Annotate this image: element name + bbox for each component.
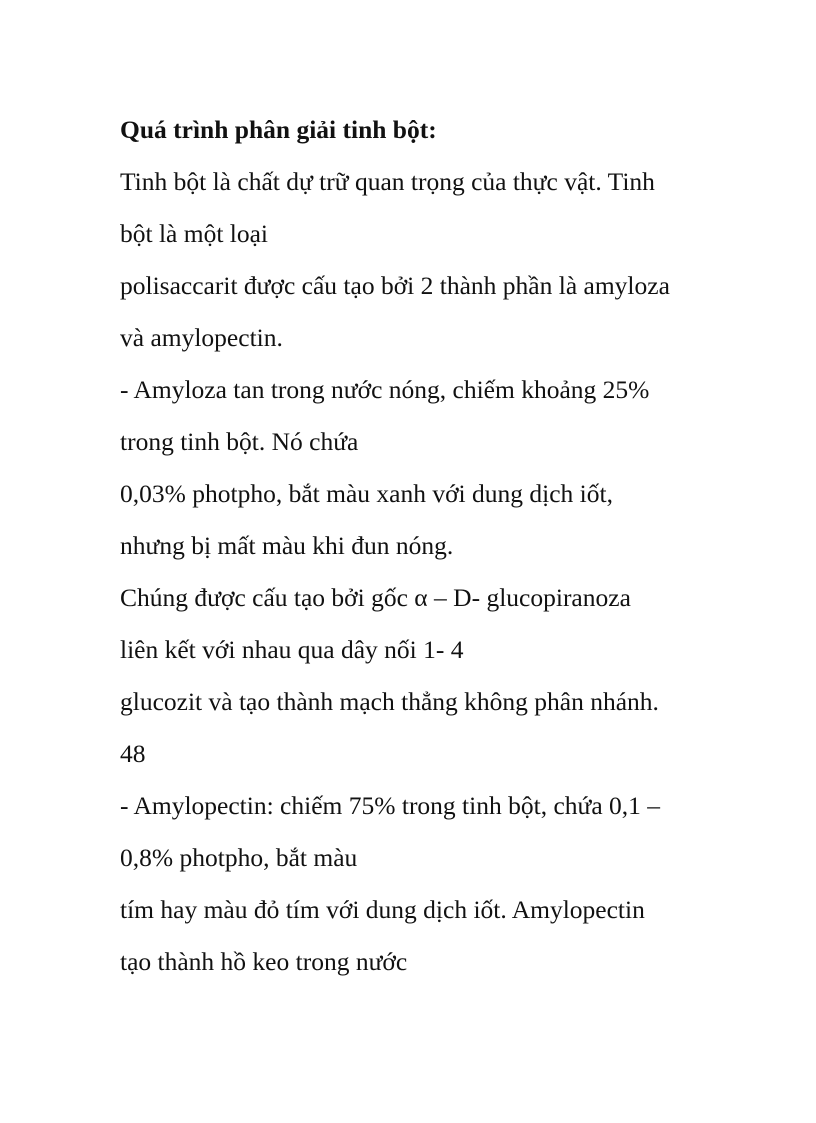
section-heading: Quá trình phân giải tinh bột:	[120, 115, 437, 144]
paragraph-glucopyranose: Chúng được cấu tạo bởi gốc α – D- glucopiranoza liên kết với nhau qua dây nối 1- 4	[120, 583, 631, 664]
paragraph-starch-intro: Tinh bột là chất dự trữ quan trọng của thực vật. Tinh bột là một loại	[120, 167, 655, 248]
paragraph-polysaccharide: polisaccarit được cấu tạo bởi 2 thành phần là amyloza và amylopectin.	[120, 271, 670, 352]
page-number: 48	[120, 739, 146, 768]
paragraph-amylopectin: - Amylopectin: chiếm 75% trong tinh bột, chứa 0,1 – 0,8% photpho, bắt màu	[120, 791, 661, 872]
paragraph-amylose-phosphorus: 0,03% photpho, bắt màu xanh với dung dịch iốt, nhưng bị mất màu khi đun nóng.	[120, 479, 613, 560]
paragraph-amylopectin-iodine: tím hay màu đỏ tím với dung dịch iốt. Amylopectin tạo thành hồ keo trong nước	[120, 895, 645, 976]
paragraph-glucoside: glucozit và tạo thành mạch thẳng không phân nhánh.	[120, 687, 659, 716]
paragraph-amylose: - Amyloza tan trong nước nóng, chiếm khoảng 25% trong tinh bột. Nó chứa	[120, 375, 650, 456]
document-body	[120, 104, 720, 988]
